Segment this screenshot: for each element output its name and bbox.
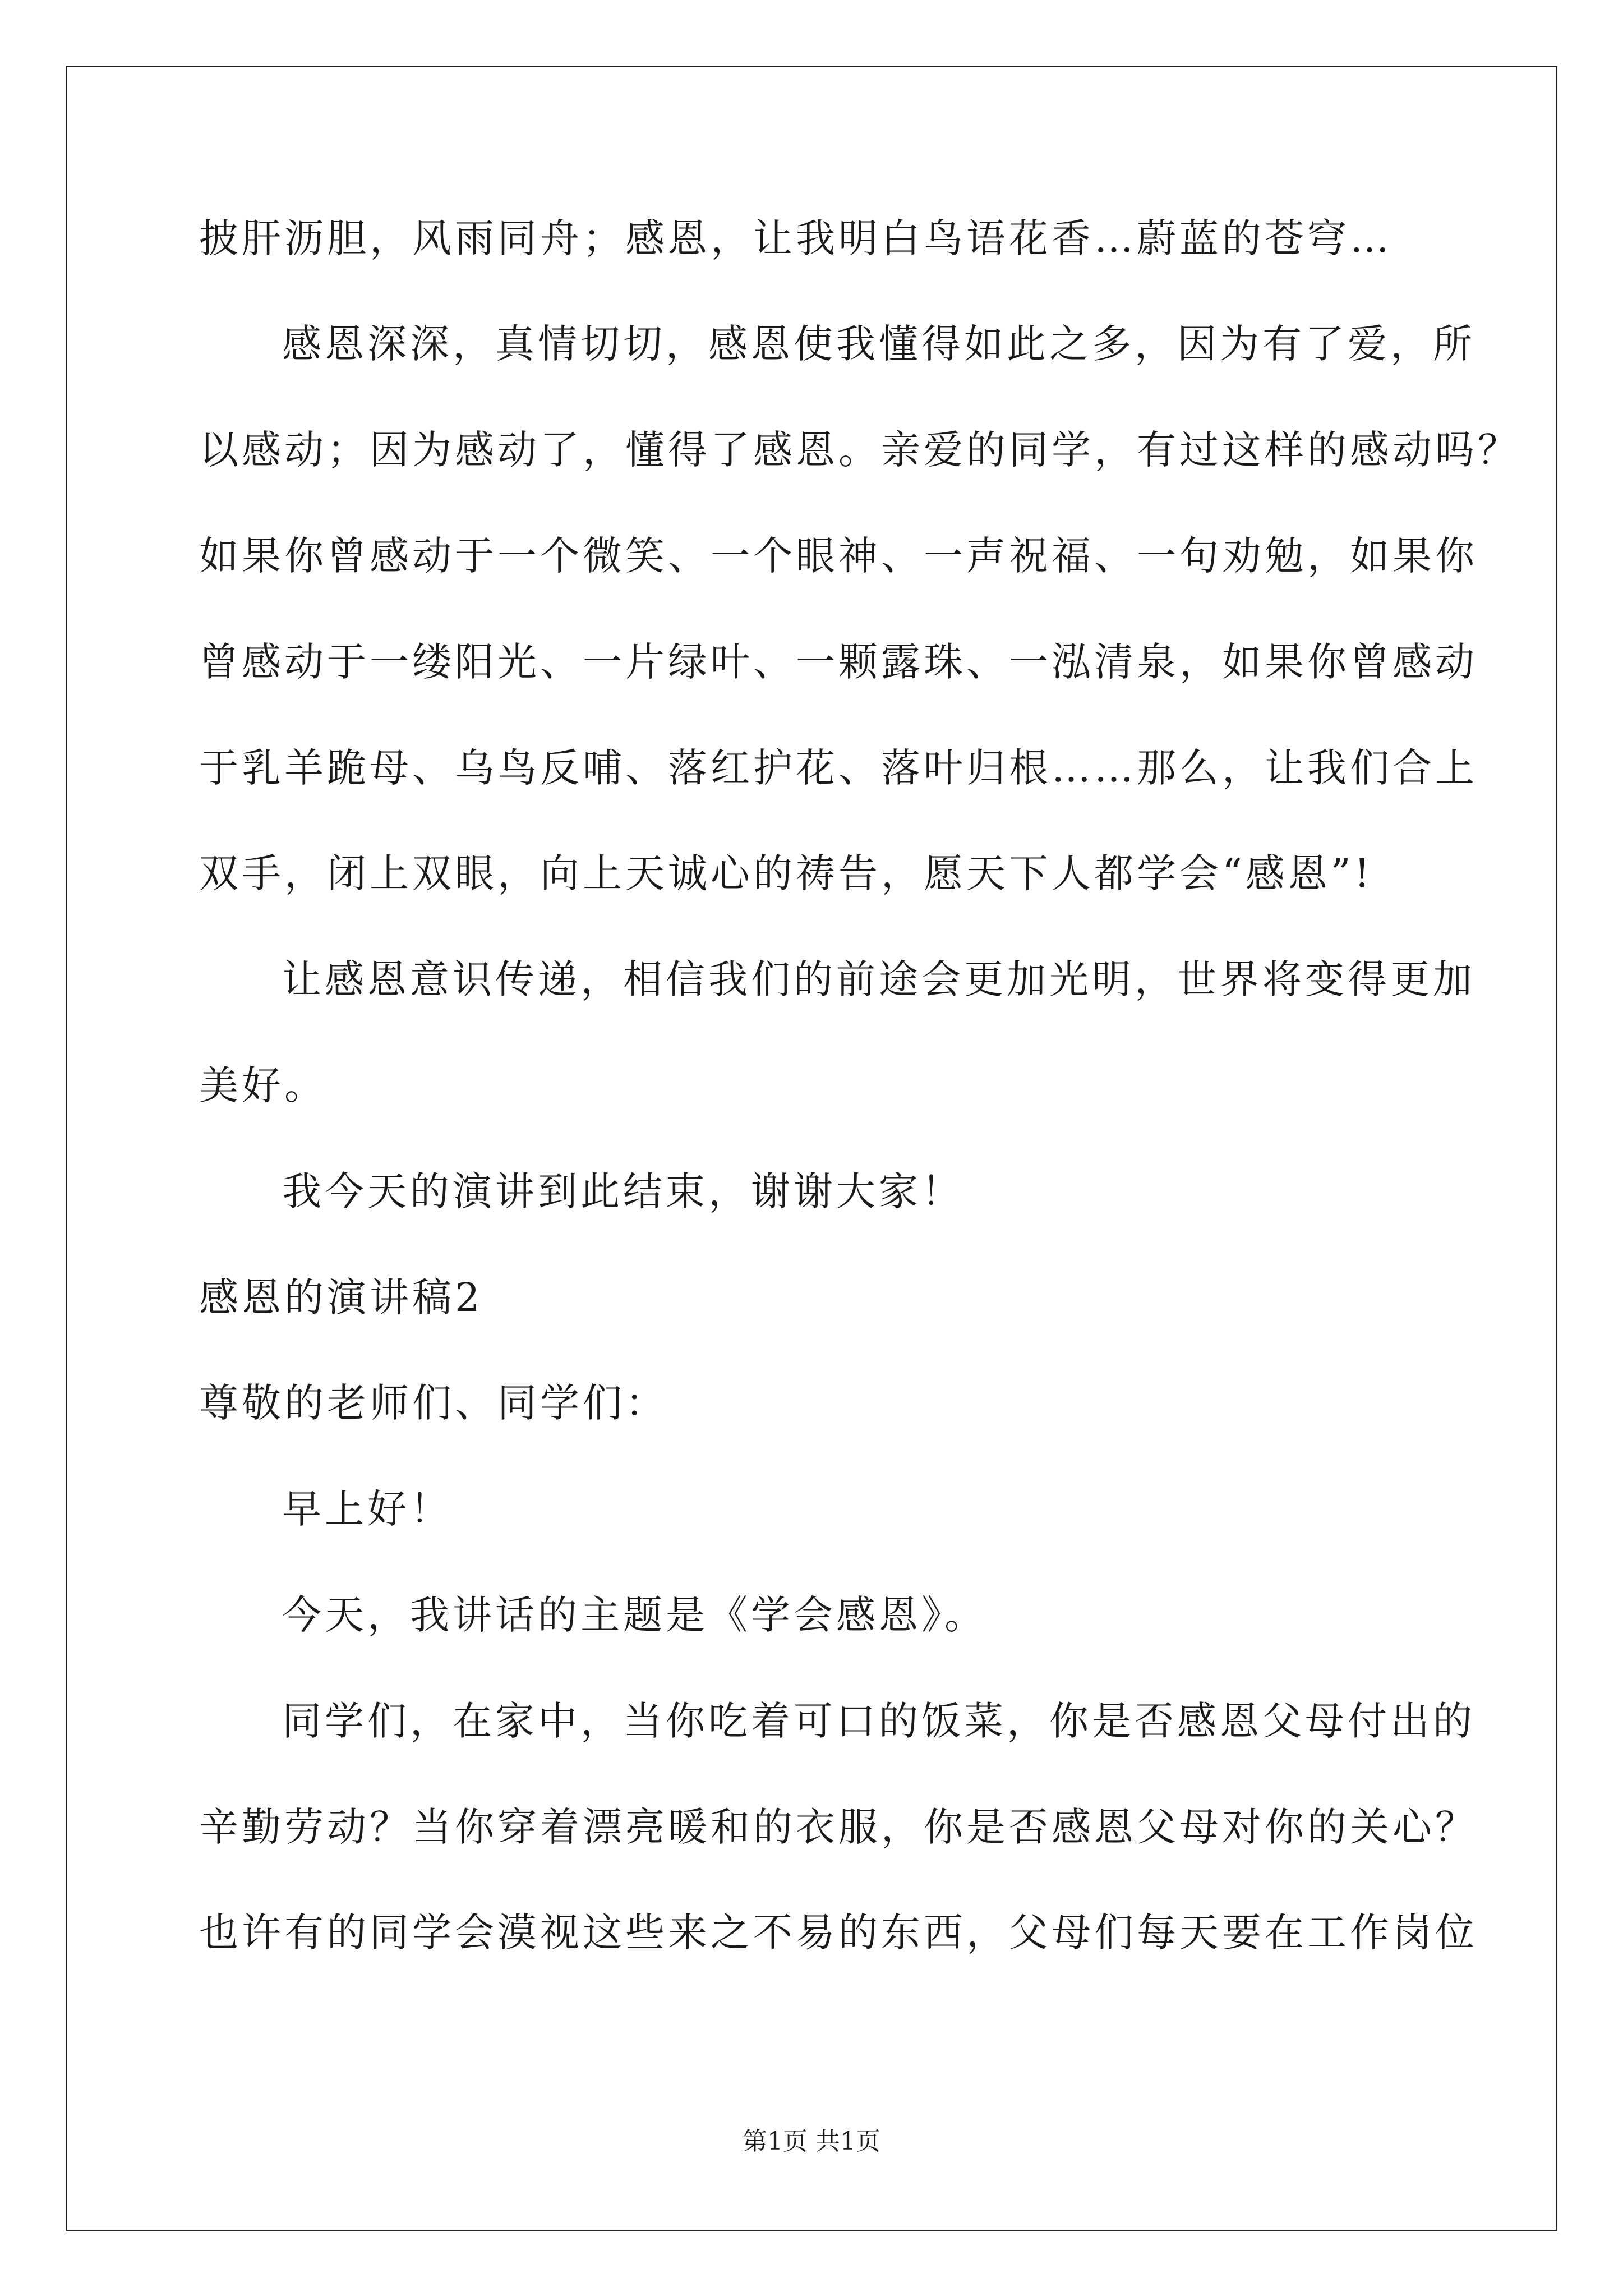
text-line: 双手，闭上双眼，向上天诚心的祷告，愿天下人都学会“感恩”! bbox=[199, 850, 1373, 896]
section-heading: 感恩的演讲稿2 bbox=[199, 1274, 483, 1320]
paragraph-line: 让感恩意识传递，相信我们的前途会更加光明，世界将变得更加 bbox=[282, 956, 1476, 1002]
text-line: 以感动；因为感动了，懂得了感恩。亲爱的同学，有过这样的感动吗？ bbox=[199, 427, 1520, 473]
paragraph-line: 今天，我讲话的主题是《学会感恩》。 bbox=[282, 1592, 987, 1638]
text-line: 于乳羊跪母、乌鸟反哺、落红护花、落叶归根……那么，让我们合上 bbox=[199, 745, 1478, 791]
greeting: 早上好！ bbox=[282, 1486, 453, 1532]
salutation: 尊敬的老师们、同学们： bbox=[199, 1380, 668, 1426]
text-line: 曾感动于一缕阳光、一片绿叶、一颗露珠、一泓清泉，如果你曾感动 bbox=[199, 639, 1478, 685]
text-line: 也许有的同学会漠视这些来之不易的东西，父母们每天要在工作岗位 bbox=[199, 1910, 1478, 1955]
page-border bbox=[66, 66, 1557, 2231]
text-line: 如果你曾感动于一个微笑、一个眼神、一声祝福、一句劝勉，如果你 bbox=[199, 533, 1478, 579]
page-footer: 第1页 共1页 bbox=[743, 2127, 880, 2156]
paragraph-line: 感恩深深，真情切切，感恩使我懂得如此之多，因为有了爱，所 bbox=[282, 321, 1476, 367]
text-line: 辛勤劳动？当你穿着漂亮暖和的衣服，你是否感恩父母对你的关心？ bbox=[199, 1804, 1478, 1850]
text-line: 披肝沥胆，风雨同舟；感恩，让我明白鸟语花香…蔚蓝的苍穹… bbox=[199, 215, 1393, 261]
text-line: 美好。 bbox=[199, 1062, 327, 1108]
paragraph-line: 同学们，在家中，当你吃着可口的饭菜，你是否感恩父母付出的 bbox=[282, 1698, 1476, 1744]
paragraph-line: 我今天的演讲到此结束，谢谢大家！ bbox=[282, 1168, 964, 1214]
